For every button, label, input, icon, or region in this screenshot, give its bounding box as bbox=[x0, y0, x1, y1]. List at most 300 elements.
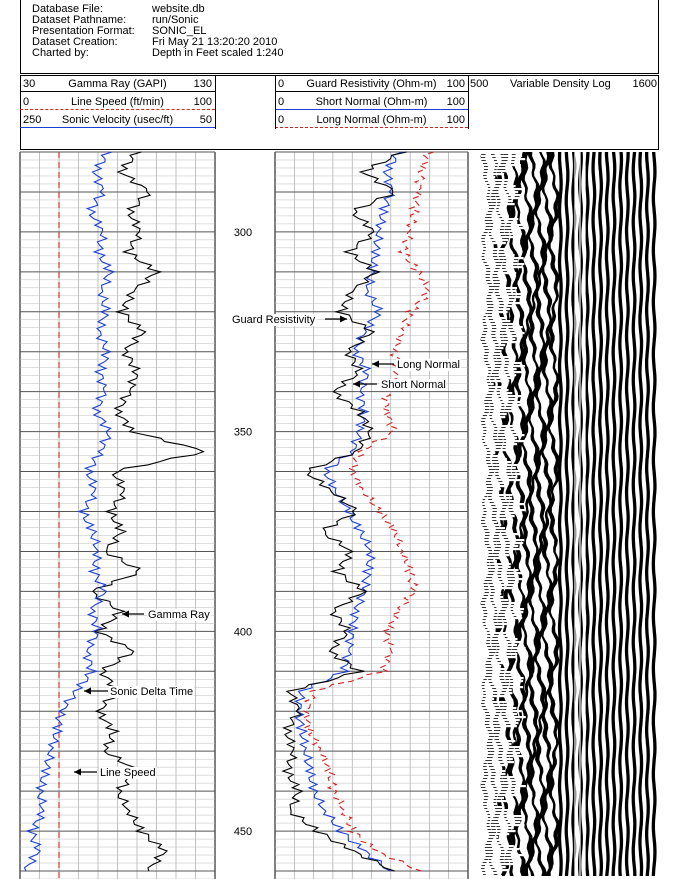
vdl-speckle bbox=[481, 731, 505, 733]
vdl-speckle bbox=[481, 806, 504, 808]
vdl-speckle bbox=[481, 173, 504, 175]
vdl-speckle bbox=[481, 164, 521, 166]
curve-max: 50 bbox=[199, 114, 212, 126]
vdl-band bbox=[558, 152, 563, 876]
curve-max: 100 bbox=[446, 96, 465, 108]
vdl-speckle bbox=[481, 284, 503, 286]
vdl-speckle bbox=[481, 338, 515, 340]
vdl-speckle bbox=[481, 719, 520, 721]
vdl-speckle bbox=[481, 728, 502, 730]
vdl-speckle bbox=[481, 809, 514, 811]
vdl-speckle bbox=[481, 530, 510, 532]
vdl-band bbox=[605, 152, 610, 876]
annotation-short-normal: Short Normal bbox=[381, 379, 446, 391]
vdl-speckle bbox=[481, 320, 510, 322]
vdl-speckle bbox=[481, 614, 519, 616]
vdl-speckle bbox=[481, 521, 497, 523]
vdl-speckle bbox=[481, 446, 513, 448]
depth-label: 300 bbox=[233, 226, 253, 239]
vdl-speckle bbox=[481, 659, 500, 661]
vdl-speckle bbox=[481, 716, 526, 718]
vdl-speckle bbox=[481, 626, 504, 628]
vdl-speckle bbox=[481, 797, 504, 799]
vdl-speckle bbox=[481, 536, 515, 538]
vdl-speckle bbox=[481, 851, 516, 853]
vdl-speckle bbox=[481, 674, 513, 676]
curve-name: Short Normal (Ohm-m) bbox=[315, 96, 428, 108]
vdl-speckle bbox=[481, 641, 523, 643]
vdl-speckle bbox=[481, 629, 495, 631]
vdl-image bbox=[481, 152, 657, 879]
header-label: Presentation Format: bbox=[32, 25, 135, 37]
vdl-speckle bbox=[481, 431, 520, 433]
vdl-speckle bbox=[481, 692, 512, 694]
vdl-speckle bbox=[481, 263, 524, 265]
vdl-speckle bbox=[481, 824, 525, 826]
vdl-speckle bbox=[481, 260, 518, 262]
vdl-speckle bbox=[481, 206, 502, 208]
vdl-speckle bbox=[481, 827, 514, 829]
curve-name: Gamma Ray (GAPI) bbox=[68, 78, 167, 90]
header-label: Dataset Creation: bbox=[32, 36, 118, 48]
vdl-speckle bbox=[481, 497, 512, 499]
vdl-speckle bbox=[481, 782, 517, 784]
vdl-speckle bbox=[481, 302, 523, 304]
vdl-speckle bbox=[481, 665, 501, 667]
vdl-speckle bbox=[481, 812, 510, 814]
vdl-speckle bbox=[481, 542, 523, 544]
vdl-speckle bbox=[481, 620, 511, 622]
curve-min: 30 bbox=[23, 78, 36, 90]
vdl-speckle bbox=[481, 422, 500, 424]
vdl-speckle bbox=[481, 185, 516, 187]
vdl-speckle bbox=[481, 341, 518, 343]
vdl-speckle bbox=[481, 419, 500, 421]
vdl-speckle bbox=[481, 236, 514, 238]
header-value: Depth in Feet scaled 1:240 bbox=[152, 47, 284, 59]
vdl-speckle bbox=[481, 746, 523, 748]
curve-max: 130 bbox=[193, 78, 212, 90]
vdl-speckle bbox=[481, 278, 502, 280]
depth-label: 350 bbox=[233, 426, 253, 439]
vdl-speckle bbox=[481, 662, 503, 664]
vdl-speckle bbox=[481, 437, 517, 439]
annotation-arrow-head bbox=[74, 769, 81, 776]
annotation-arrow-head bbox=[84, 688, 91, 695]
vdl-speckle bbox=[481, 863, 519, 865]
vdl-speckle bbox=[481, 293, 521, 295]
vdl-speckle bbox=[481, 566, 511, 568]
vdl-speckle bbox=[481, 701, 507, 703]
vdl-speckle bbox=[481, 611, 523, 613]
vdl-speckle bbox=[481, 800, 507, 802]
curve-min: 0 bbox=[278, 96, 285, 108]
curve-min: 0 bbox=[278, 114, 285, 126]
vdl-speckle bbox=[481, 683, 520, 685]
vdl-speckle bbox=[481, 347, 503, 349]
vdl-band bbox=[632, 152, 637, 876]
vdl-speckle bbox=[481, 200, 513, 202]
vdl-speckle bbox=[481, 524, 501, 526]
annotation-arrow-head bbox=[340, 316, 347, 323]
vdl-speckle bbox=[481, 710, 522, 712]
vdl-speckle bbox=[481, 518, 513, 520]
vdl-speckle bbox=[481, 404, 523, 406]
vdl-speckle bbox=[481, 251, 512, 253]
vdl-speckle bbox=[481, 584, 516, 586]
vdl-speckle bbox=[481, 371, 524, 373]
vdl-min: 500 bbox=[470, 78, 489, 90]
vdl-speckle bbox=[481, 365, 525, 367]
vdl-speckle bbox=[481, 227, 525, 229]
vdl-band bbox=[598, 152, 603, 876]
vdl-speckle bbox=[481, 578, 525, 580]
vdl-speckle bbox=[481, 632, 509, 634]
vdl-speckle bbox=[481, 491, 499, 493]
vdl-speckle bbox=[481, 761, 514, 763]
vdl-speckle bbox=[481, 458, 507, 460]
vdl-speckle bbox=[481, 836, 498, 838]
vdl-band bbox=[645, 152, 650, 876]
vdl-band bbox=[638, 152, 643, 876]
vdl-speckle bbox=[481, 503, 524, 505]
vdl-speckle bbox=[481, 680, 523, 682]
vdl-speckle bbox=[481, 287, 517, 289]
vdl-speckle bbox=[481, 248, 508, 250]
curve-max: 100 bbox=[193, 96, 212, 108]
vdl-speckle bbox=[481, 401, 525, 403]
vdl-speckle bbox=[481, 488, 501, 490]
vdl-speckle bbox=[481, 407, 516, 409]
vdl-speckle bbox=[481, 779, 521, 781]
vdl-speckle bbox=[481, 698, 494, 700]
vdl-speckle bbox=[481, 398, 517, 400]
vdl-speckle bbox=[481, 623, 511, 625]
vdl-speckle bbox=[481, 593, 501, 595]
header-value: run/Sonic bbox=[152, 14, 199, 26]
vdl-speckle bbox=[481, 425, 514, 427]
vdl-speckle bbox=[481, 215, 505, 217]
vdl-speckle bbox=[481, 485, 507, 487]
vdl-speckle bbox=[481, 224, 522, 226]
curve-max: 100 bbox=[446, 114, 465, 126]
vdl-speckle bbox=[481, 857, 520, 859]
vdl-speckle bbox=[481, 182, 514, 184]
vdl-speckle bbox=[481, 572, 523, 574]
vdl-speckle bbox=[481, 467, 516, 469]
vdl-speckle bbox=[481, 554, 509, 556]
vdl-speckle bbox=[481, 608, 524, 610]
vdl-speckle bbox=[481, 311, 508, 313]
header-value: Fri May 21 13:20:20 2010 bbox=[152, 36, 278, 48]
vdl-speckle bbox=[481, 587, 514, 589]
vdl-speckle bbox=[481, 155, 522, 157]
vdl-speckle bbox=[481, 788, 520, 790]
annotation-gamma-ray: Gamma Ray bbox=[148, 609, 210, 621]
curve-name: Guard Resistivity (Ohm-m) bbox=[306, 78, 437, 90]
vdl-speckle bbox=[481, 275, 504, 277]
vdl-speckle bbox=[481, 194, 524, 196]
vdl-speckle bbox=[481, 695, 506, 697]
vdl-speckle bbox=[481, 179, 510, 181]
vdl-speckle bbox=[481, 449, 511, 451]
curve-name: Line Speed (ft/min) bbox=[71, 96, 164, 108]
vdl-speckle bbox=[481, 869, 509, 871]
vdl-max: 1600 bbox=[632, 78, 657, 90]
vdl-speckle bbox=[481, 707, 516, 709]
vdl-speckle bbox=[481, 506, 517, 508]
vdl-speckle bbox=[481, 602, 518, 604]
vdl-speckle bbox=[481, 161, 515, 163]
curve-min: 0 bbox=[278, 78, 285, 90]
vdl-speckle bbox=[481, 539, 524, 541]
vdl-speckle bbox=[481, 725, 517, 727]
vdl-band bbox=[618, 152, 623, 876]
vdl-speckle bbox=[481, 353, 502, 355]
vdl-speckle bbox=[481, 764, 508, 766]
vdl-speckle bbox=[481, 473, 523, 475]
vdl-speckle bbox=[481, 209, 500, 211]
vdl-speckle bbox=[481, 368, 517, 370]
vdl-speckle bbox=[481, 191, 518, 193]
curve-max: 100 bbox=[446, 78, 465, 90]
vdl-speckle bbox=[481, 254, 515, 256]
vdl-speckle bbox=[481, 737, 505, 739]
vdl-speckle bbox=[481, 479, 520, 481]
vdl-speckle bbox=[481, 494, 512, 496]
vdl-speckle bbox=[481, 758, 513, 760]
vdl-speckle bbox=[481, 440, 524, 442]
vdl-speckle bbox=[481, 533, 520, 535]
vdl-speckle bbox=[481, 212, 505, 214]
curve-min: 250 bbox=[23, 114, 42, 126]
vdl-speckle bbox=[481, 344, 505, 346]
vdl-speckle bbox=[481, 551, 509, 553]
vdl-speckle bbox=[481, 281, 503, 283]
vdl-speckle bbox=[481, 560, 497, 562]
vdl-speckle bbox=[481, 776, 515, 778]
vdl-speckle bbox=[481, 839, 504, 841]
vdl-speckle bbox=[481, 509, 525, 511]
vdl-speckle bbox=[481, 596, 503, 598]
vdl-speckle bbox=[481, 686, 523, 688]
vdl-speckle bbox=[481, 794, 518, 796]
vdl-speckle bbox=[481, 818, 522, 820]
vdl-speckle bbox=[481, 638, 517, 640]
header-label: Database File: bbox=[32, 3, 103, 15]
vdl-speckle bbox=[481, 428, 514, 430]
vdl-speckle bbox=[481, 704, 507, 706]
vdl-speckle bbox=[481, 545, 518, 547]
vdl-speckle bbox=[481, 476, 517, 478]
vdl-speckle bbox=[481, 269, 514, 271]
curve-min: 0 bbox=[23, 96, 30, 108]
vdl-speckle bbox=[481, 848, 520, 850]
vdl-speckle bbox=[481, 239, 508, 241]
vdl-speckle bbox=[481, 470, 525, 472]
annotation-long-normal: Long Normal bbox=[397, 359, 460, 371]
vdl-speckle bbox=[481, 713, 517, 715]
vdl-speckle bbox=[481, 749, 523, 751]
vdl-speckle bbox=[481, 722, 518, 724]
vdl-speckle bbox=[481, 635, 509, 637]
vdl-speckle bbox=[481, 242, 506, 244]
vdl-band bbox=[612, 152, 617, 876]
vdl-speckle bbox=[481, 329, 517, 331]
header-label: Dataset Pathname: bbox=[32, 14, 127, 26]
vdl-speckle bbox=[481, 734, 499, 736]
vdl-speckle bbox=[481, 230, 516, 232]
vdl-speckle bbox=[481, 389, 509, 391]
annotation-line-speed: Line Speed bbox=[100, 767, 156, 779]
vdl-speckle bbox=[481, 452, 495, 454]
vdl-speckle bbox=[481, 617, 522, 619]
vdl-speckle bbox=[481, 653, 517, 655]
vdl-speckle bbox=[481, 323, 514, 325]
vdl-speckle bbox=[481, 299, 516, 301]
vdl-speckle bbox=[481, 272, 516, 274]
vdl-speckle bbox=[481, 830, 516, 832]
vdl-speckle bbox=[481, 395, 522, 397]
vdl-speckle bbox=[481, 740, 515, 742]
vdl-speckle bbox=[481, 854, 526, 856]
vdl-speckle bbox=[481, 650, 519, 652]
vdl-speckle bbox=[481, 767, 496, 769]
depth-label: 450 bbox=[233, 826, 253, 839]
vdl-speckle bbox=[481, 656, 516, 658]
vdl-band bbox=[591, 152, 596, 876]
vdl-speckle bbox=[481, 413, 507, 415]
vdl-speckle bbox=[481, 842, 504, 844]
vdl-speckle bbox=[481, 785, 526, 787]
vdl-speckle bbox=[481, 464, 521, 466]
vdl-speckle bbox=[481, 791, 520, 793]
vdl-speckle bbox=[481, 677, 524, 679]
vdl-speckle bbox=[481, 152, 518, 154]
vdl-speckle bbox=[481, 821, 520, 823]
vdl-speckle bbox=[481, 512, 518, 514]
vdl-speckle bbox=[481, 317, 507, 319]
vdl-speckle bbox=[481, 305, 515, 307]
vdl-speckle bbox=[481, 203, 515, 205]
vdl-speckle bbox=[481, 563, 511, 565]
vdl-speckle bbox=[481, 386, 505, 388]
vdl-speckle bbox=[481, 188, 524, 190]
vdl-speckle bbox=[481, 176, 495, 178]
vdl-speckle bbox=[481, 257, 524, 259]
vdl-speckle bbox=[481, 197, 521, 199]
annotation-guard-resistivity: Guard Resistivity bbox=[232, 314, 316, 326]
vdl-speckle bbox=[481, 752, 520, 754]
vdl-speckle bbox=[481, 845, 514, 847]
vdl-speckle bbox=[481, 326, 523, 328]
vdl-speckle bbox=[481, 335, 523, 337]
vdl-speckle bbox=[481, 668, 507, 670]
vdl-speckle bbox=[481, 314, 492, 316]
header-value: website.db bbox=[152, 3, 205, 15]
vdl-speckle bbox=[481, 671, 517, 673]
vdl-speckle bbox=[481, 374, 516, 376]
vdl-speckle bbox=[481, 548, 521, 550]
vdl-speckle bbox=[481, 689, 512, 691]
vdl-speckle bbox=[481, 218, 518, 220]
vdl-speckle bbox=[481, 860, 520, 862]
vdl-speckle bbox=[481, 392, 512, 394]
vdl-speckle bbox=[481, 803, 497, 805]
vdl-speckle bbox=[481, 866, 506, 868]
vdl-speckle bbox=[481, 350, 502, 352]
vdl-speckle bbox=[481, 332, 525, 334]
vdl-speckle bbox=[481, 362, 521, 364]
vdl-speckle bbox=[481, 872, 498, 874]
vdl-speckle bbox=[481, 356, 516, 358]
vdl-speckle bbox=[481, 380, 509, 382]
vdl-speckle bbox=[481, 461, 511, 463]
vdl-speckle bbox=[481, 167, 513, 169]
vdl-speckle bbox=[481, 158, 525, 160]
vdl-speckle bbox=[481, 569, 519, 571]
vdl-speckle bbox=[481, 590, 499, 592]
vdl-speckle bbox=[481, 500, 519, 502]
vdl-speckle bbox=[481, 515, 515, 517]
vdl-speckle bbox=[481, 434, 524, 436]
vdl-band bbox=[527, 152, 540, 876]
vdl-speckle bbox=[481, 245, 493, 247]
vdl-name: Variable Density Log bbox=[510, 78, 611, 90]
vdl-speckle bbox=[481, 644, 517, 646]
vdl-speckle bbox=[481, 455, 503, 457]
curve-name: Long Normal (Ohm-m) bbox=[316, 114, 427, 126]
vdl-speckle bbox=[481, 482, 508, 484]
vdl-speckle bbox=[481, 308, 510, 310]
vdl-band bbox=[652, 152, 657, 876]
annotation-arrow-head bbox=[372, 361, 379, 368]
vdl-speckle bbox=[481, 170, 506, 172]
vdl-speckle bbox=[481, 410, 519, 412]
vdl-speckle bbox=[481, 833, 509, 835]
vdl-speckle bbox=[481, 575, 517, 577]
vdl-speckle bbox=[481, 233, 522, 235]
vdl-speckle bbox=[481, 221, 517, 223]
vdl-speckle bbox=[481, 815, 522, 817]
vdl-band bbox=[565, 152, 570, 876]
vdl-speckle bbox=[481, 647, 526, 649]
vdl-speckle bbox=[481, 443, 517, 445]
vdl-speckle bbox=[481, 266, 522, 268]
vdl-speckle bbox=[481, 755, 524, 757]
vdl-speckle bbox=[481, 743, 512, 745]
vdl-speckle bbox=[481, 773, 506, 775]
header-label: Charted by: bbox=[32, 47, 89, 59]
vdl-speckle bbox=[481, 416, 505, 418]
header-value: SONIC_EL bbox=[152, 25, 207, 37]
depth-label: 400 bbox=[233, 626, 253, 639]
curve-name: Sonic Velocity (usec/ft) bbox=[61, 114, 174, 126]
vdl-speckle bbox=[481, 359, 515, 361]
annotation-arrow-head bbox=[353, 381, 360, 388]
vdl-speckle bbox=[481, 377, 512, 379]
vdl-speckle bbox=[481, 290, 516, 292]
vdl-speckle bbox=[481, 875, 502, 877]
annotation-sonic-delta-time: Sonic Delta Time bbox=[110, 686, 194, 698]
vdl-speckle bbox=[481, 599, 508, 601]
vdl-speckle bbox=[481, 581, 519, 583]
vdl-speckle bbox=[481, 557, 503, 559]
vdl-speckle bbox=[481, 296, 525, 298]
vdl-speckle bbox=[481, 383, 494, 385]
vdl-speckle bbox=[481, 770, 506, 772]
vdl-speckle bbox=[481, 527, 505, 529]
